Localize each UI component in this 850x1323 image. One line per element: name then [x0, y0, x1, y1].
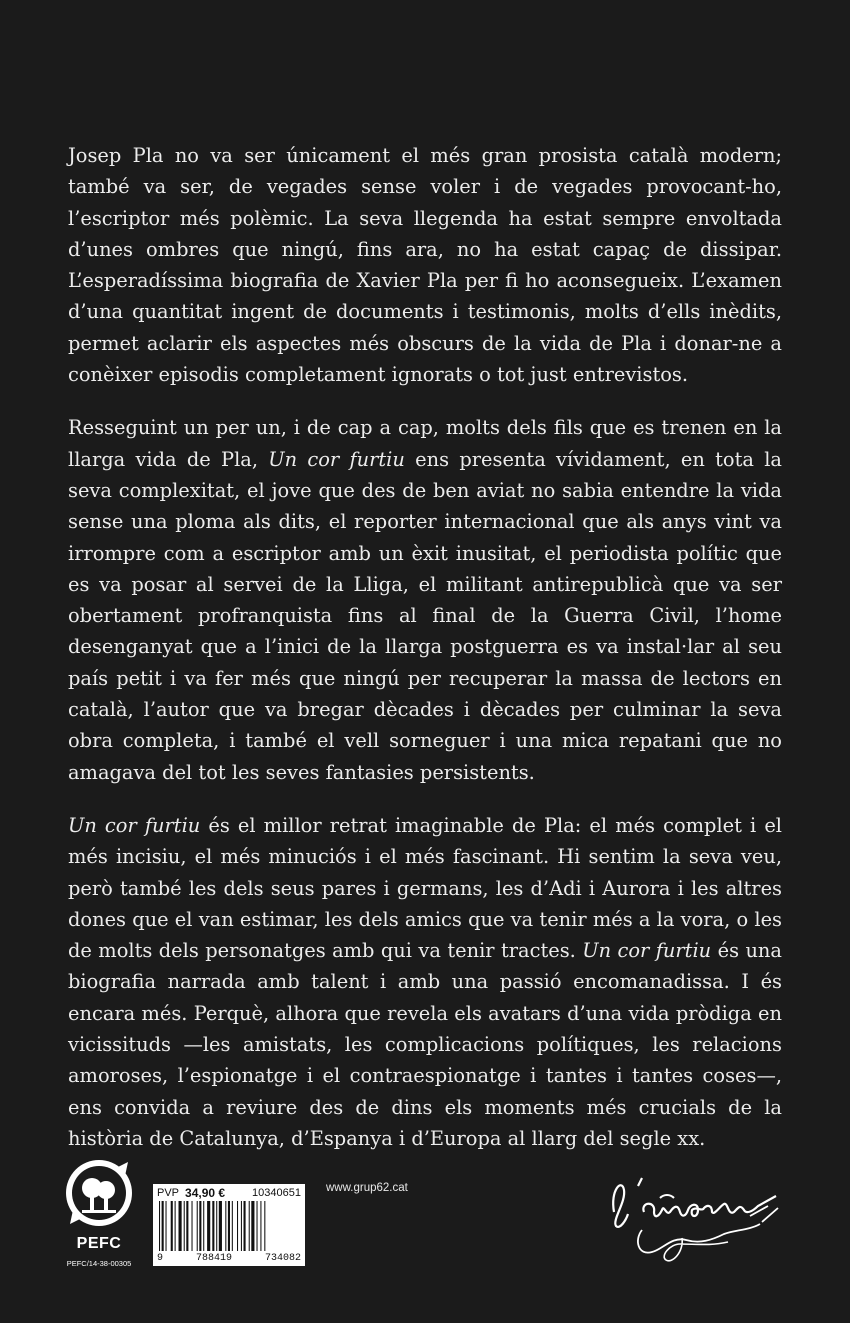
book-title-italic: Un cor furtiu	[268, 447, 405, 471]
pvp-label: PVP	[157, 1187, 180, 1199]
reference-number: 10340651	[252, 1187, 301, 1199]
pvp-value: 34,90 €	[185, 1186, 226, 1200]
paragraph-2-intro: Resseguint un per un, i de cap a cap, molts dels fils que es trenen en la llarga vida de Pla,	[68, 416, 782, 471]
paragraph-2-body: ens presenta vívidament, en tota la seva complexitat, el jove que des de ben aviat no sabia entendre la vida sense una ploma als dits, el reporter internacional que als anys vint va irrompre com a escriptor amb un èxit inusitat, el periodista polític que es va posar al servei de la Lliga, el militant antirepublicà que va ser obertament profranquista fins al final de la Guerra Civil, l’home desenganyat que a l’inici de la llarga postguerra es va instal·lar al seu país petit i va fer més que ningú per recuperar la massa de lectors en català, l’autor que va bregar dècades i dècades per culminar la seva obra completa, i també el vell sorneguer i una mica repatani que no amagava del tot les seves fantasies persistents.	[68, 447, 782, 784]
blurb-paragraph-2	[68, 412, 782, 788]
isbn-group-1: 788419	[195, 1253, 232, 1264]
paragraph-3-end: és una biografia narrada amb talent i amb una passió encomanadissa. I és encara més. Perquè, alhora que revela els avatars d’una vida pròdiga en vicissituds —les amistats, les complicacions polítiques, les relacions amoroses, l’espionatge i el contraespionatge i tantes i tantes coses—, ens convida a reviure des de dins els moments més crucials de la història de Catalunya, d’Espanya i d’Europa al llarg del segle xx.	[68, 939, 782, 1150]
pefc-tree-icon	[62, 1158, 136, 1228]
isbn-digits	[157, 1253, 301, 1264]
paragraph-1-text: Josep Pla no va ser únicament el més gran prosista català modern; també va ser, de vegades sense voler i de vegades provocant-ho, l’escriptor més polèmic. La seva llegenda ha estat sempre envoltada d’unes ombres que ningú, fins ara, no ha estat capaç de dissipar. L’esperadíssima biografia de Xavier Pla per fi ho aconsegueix. L’examen d’una quantitat ingent de documents i testimonis, molts d’ells inèdits, permet aclarir els aspectes més obscurs de la vida de Pla i donar-ne a conèixer episodis completament ignorats o tot just entrevistos.	[68, 144, 782, 387]
publisher-website: www.grup62.cat	[326, 1182, 408, 1194]
book-title-italic: Un cor furtiu	[68, 813, 201, 837]
barcode-bars	[159, 1201, 299, 1251]
isbn-prefix: 9	[157, 1253, 164, 1264]
paragraph-3-middle: és el millor retrat imaginable de Pla: el més complet i el més incisiu, el més minuciós i el més fascinant. Hi sentim la seva veu, però també les dels seus pares i germans, les d’Adi i Aurora i les altres dones que el van estimar, les dels amics que va tenir més a la vora, o les de molts dels personatges amb qui va tenir tractes.	[68, 813, 782, 963]
pefc-label: PEFC	[76, 1235, 122, 1252]
price-row	[157, 1186, 301, 1200]
isbn-group-2: 734082	[264, 1253, 301, 1264]
isbn-barcode	[153, 1184, 305, 1266]
pefc-certification	[62, 1158, 140, 1268]
blurb-paragraph-1	[68, 140, 782, 390]
back-cover-blurb	[68, 140, 782, 1176]
book-title-italic: Un cor furtiu	[582, 939, 712, 963]
blurb-paragraph-3	[68, 810, 782, 1154]
ancora-signature-logo	[600, 1160, 790, 1270]
pefc-code: PEFC/14-38-00305	[66, 1259, 132, 1268]
